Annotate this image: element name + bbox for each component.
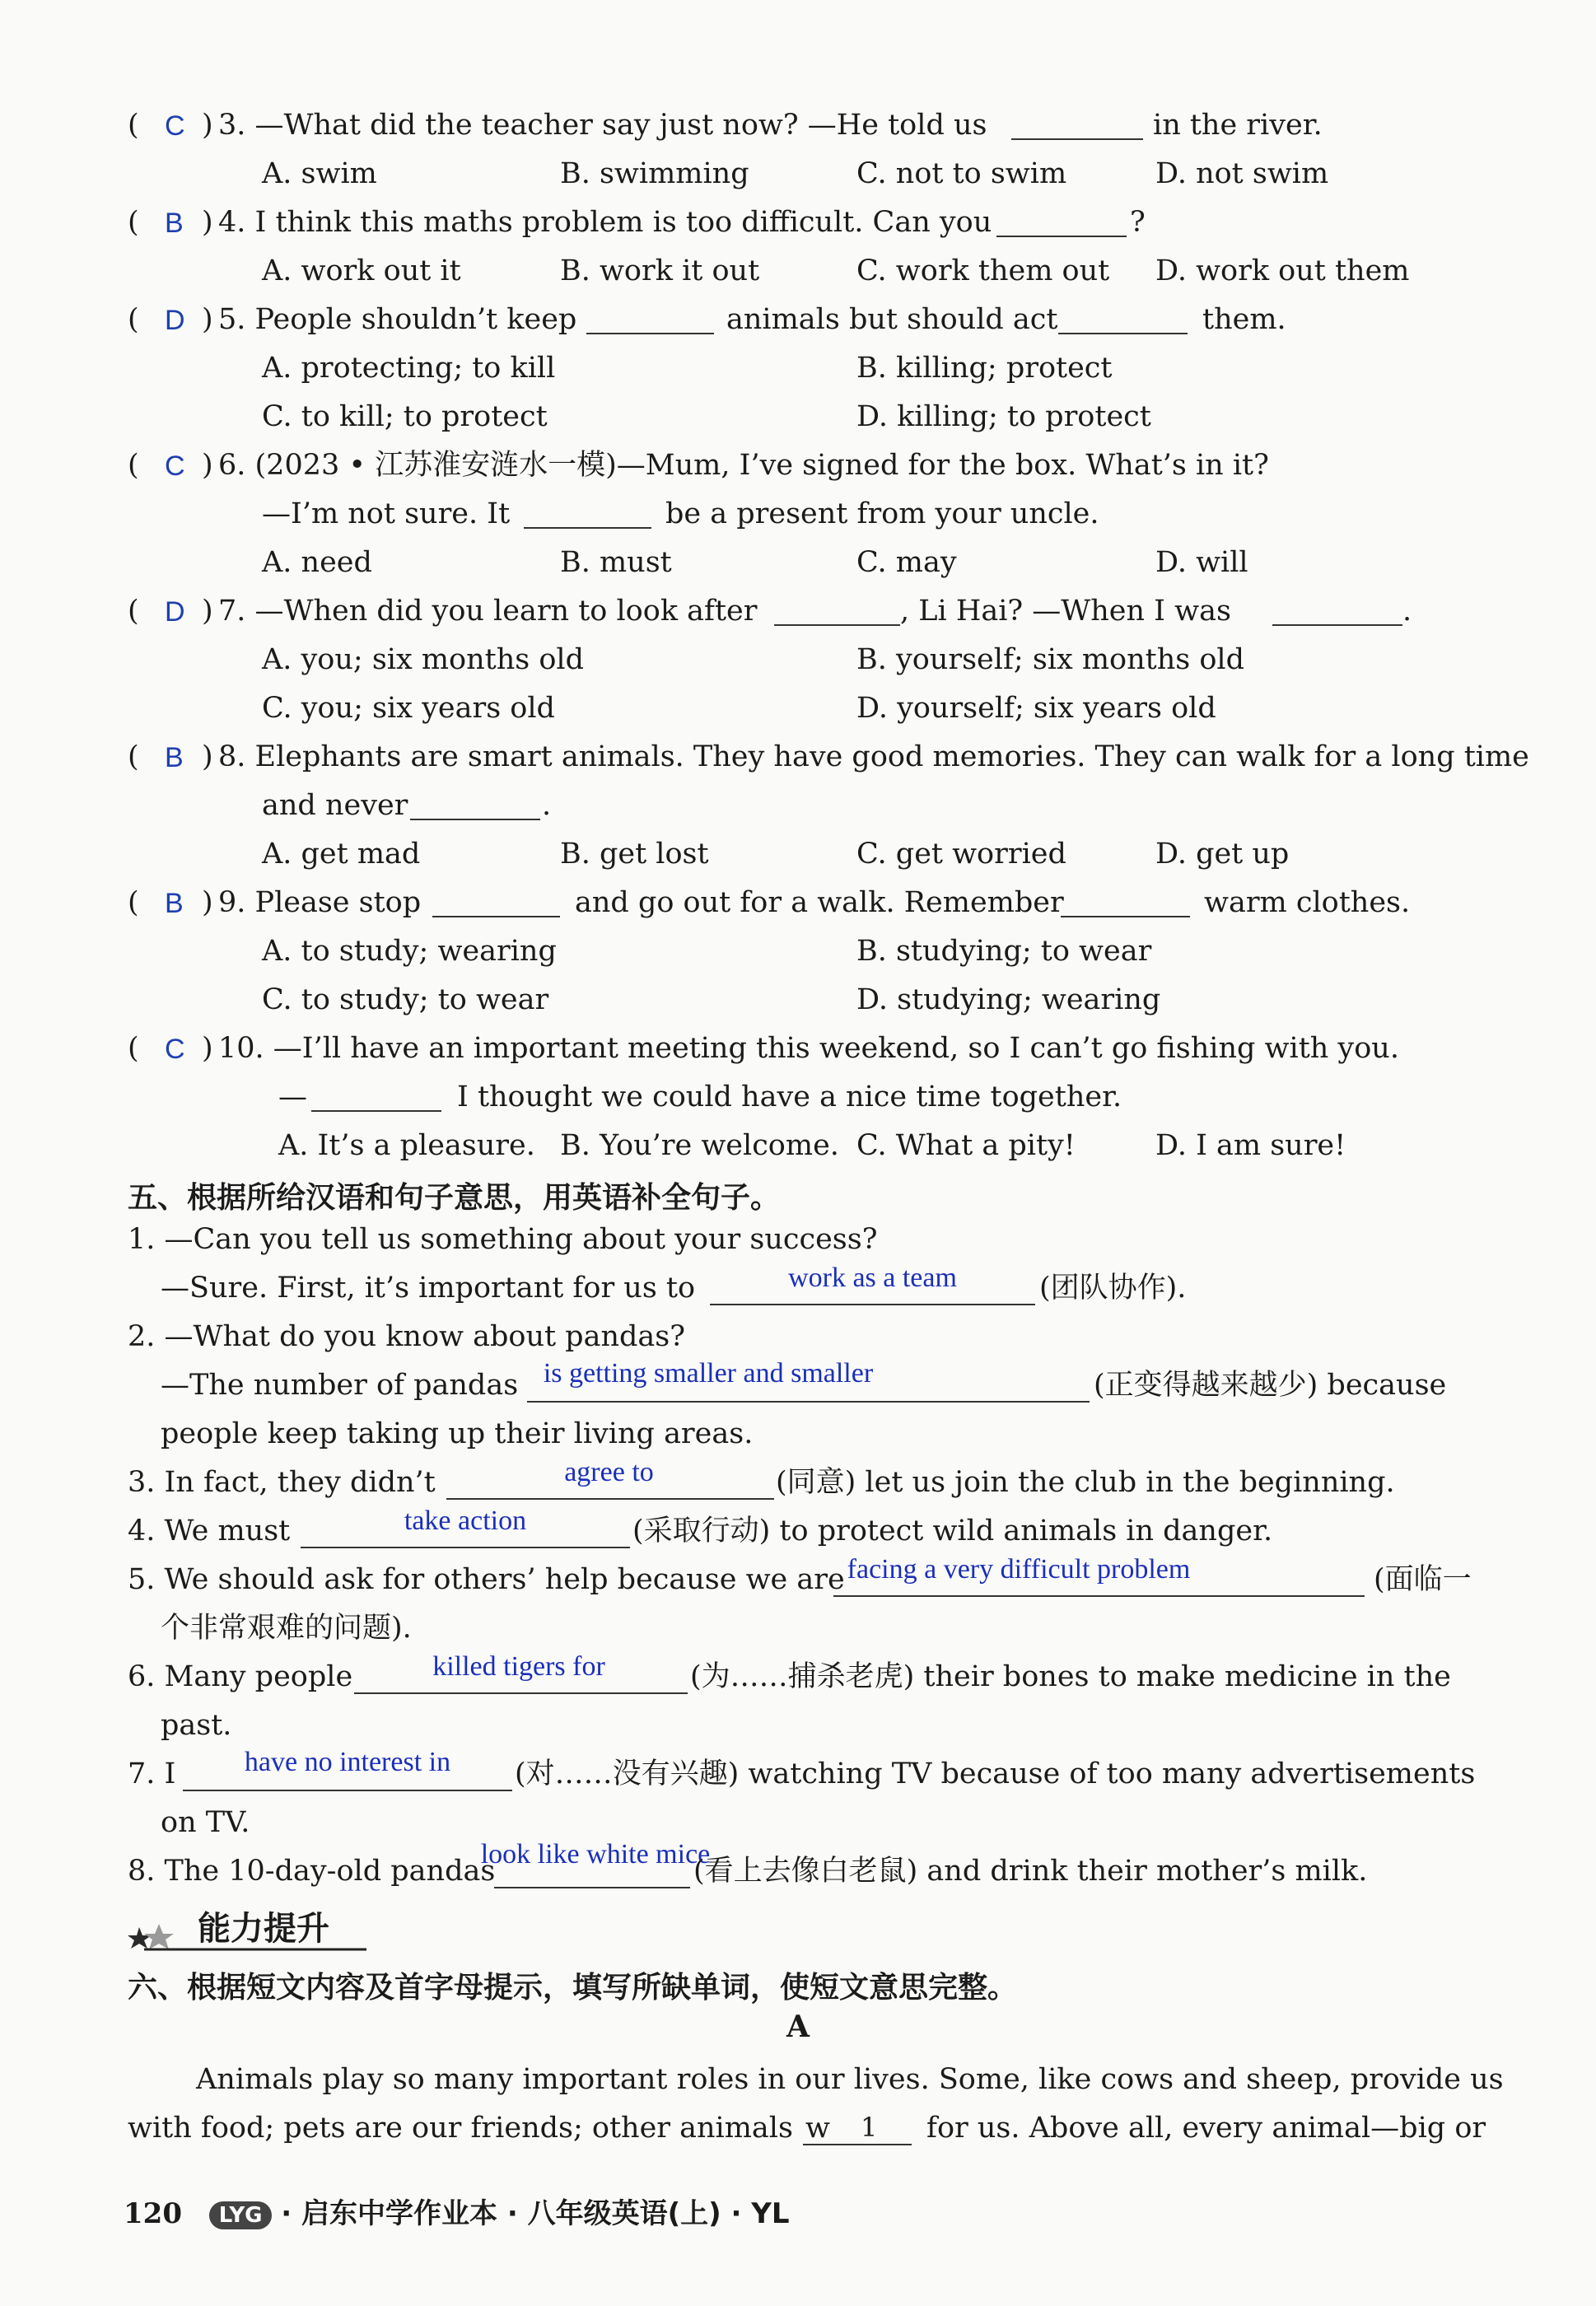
handwritten-answer-3: agree to	[564, 1457, 654, 1487]
answer-7: D	[165, 596, 185, 628]
answer-10: C	[165, 1034, 185, 1065]
handwritten-answer-6: killed tigers for	[432, 1651, 605, 1682]
handwritten-answer-4: take action	[404, 1505, 527, 1536]
page-footer	[124, 2191, 790, 2231]
section-5-title: 五、根据所给汉语和句子意思，用英语补全句子。	[128, 1181, 781, 1215]
handwritten-answer-2: is getting smaller and smaller	[543, 1358, 874, 1389]
handwritten-answer-1: work as a team	[788, 1263, 957, 1293]
passage-label: A	[786, 2010, 810, 2044]
page-number: 120	[124, 2197, 182, 2230]
answer-3: C	[165, 110, 185, 142]
answer-5: D	[165, 305, 185, 336]
section-6-title: 六、根据短文内容及首字母提示，填写所缺单词，使短文意思完整。	[128, 1971, 1018, 2005]
publisher-badge: LYG	[209, 2201, 273, 2229]
ability-title: 能力提升	[198, 1910, 329, 1948]
handwritten-answer-7: have no interest in	[244, 1747, 451, 1777]
answer-6: C	[165, 450, 185, 482]
blank	[1011, 138, 1143, 140]
worksheet-page: ( C ) 3. —What did the teacher say just now? —He told us in the river. A. swim B. swimming C. not to swim D. not swim ( B ) 4. I think this maths problem is too difficult. Can you ? A. work out it B. work it out C. work them out D. work out them ( D ) 5. People shouldn’t keep animals but should act them. A. protecting; to kill B. killing; protect C. to kill; to protect D. killing; to protect ( C ) 6. (2023 • 江苏淮安涟水一模)—Mum, I’ve signed for the box. What’s in it? —I’m not sure. It be a present from your uncle. A. need B. must C. may D. will ( D ) 7. —When did you learn to look after , Li Hai? —When I was . A. you; six months old B. yourself; six months old C. you; six years old D. yourself; six years old ( B ) 8. Elephants are smart animals. They have good memories. They can walk for a long time and never . A. get mad B. get lost C. get worried D. get up ( B ) 9. Please stop and go out for a walk. Remember warm clothes. A. to study; wearing B. studying; to wear C. to study; to wear D. studying; wearing ( C ) 10. —I’ll have an important meeting this weekend, so I can’t go fishing with you. — I thought we could have a nice time together. A. It’s a pleasure. B. You’re welcome. C. What a pity! D. I am sure! 五、根据所给汉语和句子意思，用英语补全句子。 1. —Can you tell us something about your success? —Sure. First, it’s important for us to work as a team (团队协作). 2. —What do you know about pandas? —The number of pandas is getting smaller and smaller (正变得越来越少) because people keep taking up their living areas. 3. In fact, they didn’t agree to (同意) let us join the club in the beginning. 4. We must take action (采取行动) to protect wild animals in danger. 5. We should ask for others’ help because we are facing a very difficult problem (面临一 个非常艰难的问题). 6. Many people killed tigers for (为……捕杀老虎) their bones to make medicine in the past. 7. I have no interest in (对……没有兴趣) watching TV because of too many advertisements on TV. 8. The 10-day-old pandas look like white mice (看上去像白老鼠) and drink their mother’s milk. 能力提升 六、根据短文内容及首字母提示，填写所缺单词，使短文意思完整。 A Animals play so many important roles in our lives. Some, like cows and sheep, provide us with food; pets are our friends; other animals w 1 for us. Above all, every animal—big or 120 LYG · 启东中学作业本 · 八年级英语(上) · YL	[0, 0, 1596, 2306]
answer-9: B	[165, 888, 184, 919]
footer-text: · 启东中学作业本 · 八年级英语(上) · YL	[281, 2197, 790, 2230]
handwritten-answer-8: look like white mice	[480, 1839, 711, 1870]
handwritten-answer-5: facing a very difficult problem	[847, 1554, 1191, 1585]
answer-4: B	[165, 208, 184, 239]
answer-8: B	[165, 742, 184, 773]
